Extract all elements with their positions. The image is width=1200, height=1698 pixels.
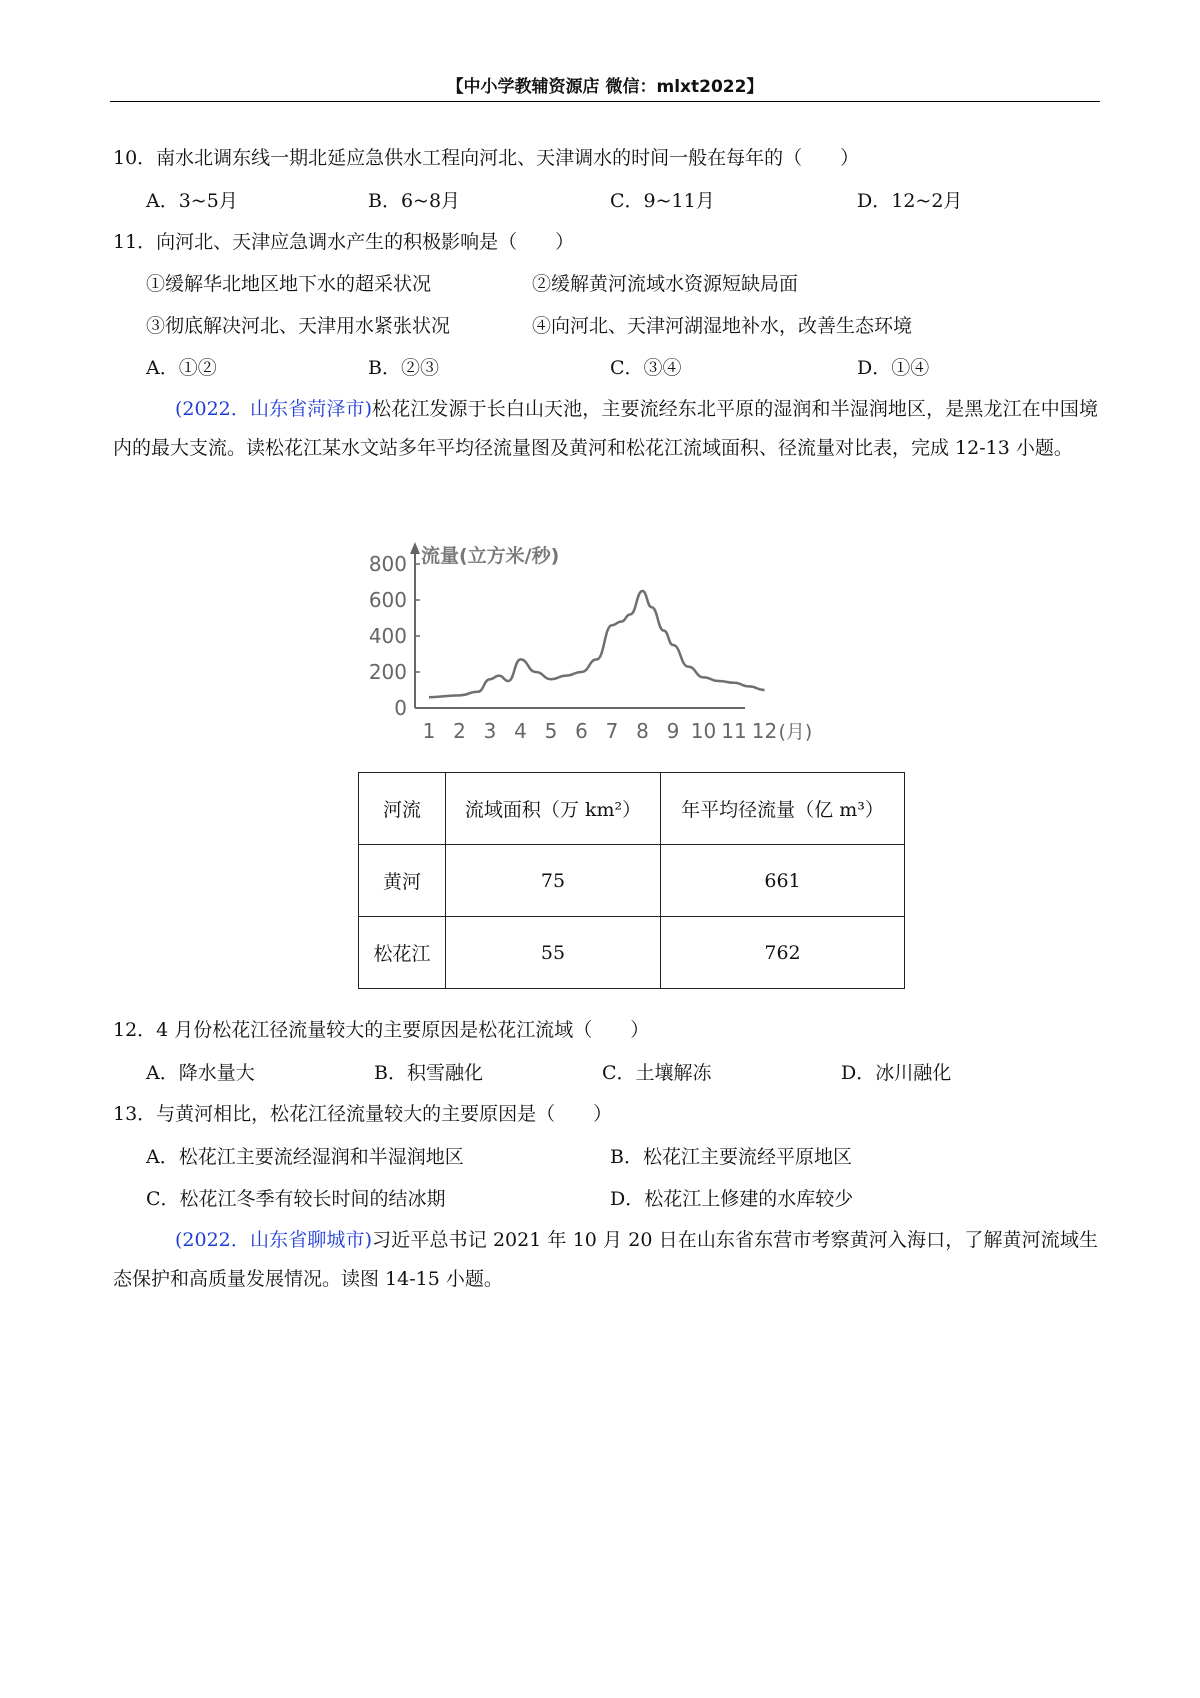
x-tick-label: 7 [605, 719, 619, 743]
passage-12-13-source: (2022．山东省菏泽市) [175, 398, 373, 420]
question-11-item-3: ③彻底解决河北、天津用水紧张状况 [146, 315, 451, 337]
passage-12-13 [113, 390, 1098, 468]
x-tick-label: 4 [514, 719, 527, 743]
question-11-option-a[interactable]: A．①② [146, 357, 217, 379]
x-tick-label: 10 [690, 719, 717, 743]
question-11-item-1: ①缓解华北地区地下水的超采状况 [146, 273, 432, 295]
passage-14-15 [113, 1221, 1098, 1299]
comparison-table [358, 772, 905, 989]
question-11-option-b[interactable]: B．②③ [368, 357, 439, 379]
y-tick-label: 400 [368, 624, 407, 648]
x-tick-label: 12 [751, 719, 778, 743]
question-11-item-2: ②缓解黄河流域水资源短缺局面 [532, 273, 799, 295]
x-tick-label: 1 [422, 719, 436, 743]
question-13-option-b[interactable]: B．松花江主要流经平原地区 [610, 1146, 852, 1168]
y-axis-label: 流量(立方米/秒) [421, 545, 560, 567]
page-header: 【中小学教辅资源店 微信：mlxt2022】 [446, 77, 764, 97]
question-11-option-c[interactable]: C．③④ [610, 357, 682, 379]
x-tick-label: 5 [544, 719, 558, 743]
question-10-option-d[interactable]: D．12~2月 [857, 190, 963, 212]
question-12-option-d[interactable]: D．冰川融化 [841, 1062, 952, 1084]
y-tick-label: 600 [368, 588, 407, 612]
table-cell: 黄河 [359, 845, 446, 917]
y-axis-arrow [410, 542, 420, 554]
question-11-stem: 11．向河北、天津应急调水产生的积极影响是（ ） [113, 231, 575, 253]
table-header-row [359, 773, 905, 845]
question-12-option-c[interactable]: C．土壤解冻 [602, 1062, 712, 1084]
header-divider [110, 101, 1100, 102]
y-tick-label: 800 [368, 552, 407, 576]
y-tick-label: 0 [394, 696, 407, 720]
question-12-stem: 12．4 月份松花江径流量较大的主要原因是松花江流域（ ） [113, 1019, 650, 1041]
x-tick-label: 3 [483, 719, 497, 743]
table-cell: 75 [446, 845, 661, 917]
x-tick-label: 9 [666, 719, 680, 743]
passage-12-13-text: 松花江发源于长白山天池，主要流经东北平原的湿润和半湿润地区，是黑龙江在中国境内的最大支流。读松花江某水文站多年平均径流量图及黄河和松花江流域面积、径流量对比表，完成 12-13 小题。 [113, 398, 1098, 459]
passage-14-15-text: 习近平总书记 2021 年 10 月 20 日在山东省东营市考察黄河入海口，了解黄河流域生态保护和高质量发展情况。读图 14-15 小题。 [113, 1229, 1098, 1290]
question-13-option-d[interactable]: D．松花江上修建的水库较少 [610, 1188, 854, 1210]
table-cell: 762 [661, 917, 905, 989]
question-12-option-a[interactable]: A．降水量大 [146, 1062, 255, 1084]
passage-14-15-source: (2022．山东省聊城市) [175, 1229, 373, 1251]
x-tick-label: 2 [453, 719, 466, 743]
runoff-series-line [429, 591, 765, 697]
question-11-option-d[interactable]: D．①④ [857, 357, 930, 379]
question-10-option-b[interactable]: B．6~8月 [368, 190, 461, 212]
x-tick-label: 11 [721, 719, 747, 743]
runoff-line-chart [355, 532, 845, 747]
x-axis-label: (月) [778, 721, 813, 743]
table-header-cell: 河流 [359, 773, 446, 845]
table-cell: 661 [661, 845, 905, 917]
question-11-item-4: ④向河北、天津河湖湿地补水，改善生态环境 [532, 315, 913, 337]
y-tick-label: 200 [368, 660, 407, 684]
x-tick-label: 8 [636, 719, 649, 743]
table-header-cell: 年平均径流量（亿 m³） [661, 773, 905, 845]
question-10-stem: 10．南水北调东线一期北延应急供水工程向河北、天津调水的时间一般在每年的（ ） [113, 147, 860, 169]
x-tick-label: 6 [575, 719, 588, 743]
table-row [359, 845, 905, 917]
question-12-option-b[interactable]: B．积雪融化 [374, 1062, 483, 1084]
question-13-stem: 13．与黄河相比，松花江径流量较大的主要原因是（ ） [113, 1103, 613, 1125]
question-13-option-a[interactable]: A．松花江主要流经湿润和半湿润地区 [146, 1146, 464, 1168]
table-row [359, 917, 905, 989]
question-10-option-a[interactable]: A．3~5月 [146, 190, 238, 212]
table-cell: 55 [446, 917, 661, 989]
table-cell: 松花江 [359, 917, 446, 989]
table-header-cell: 流域面积（万 km²） [446, 773, 661, 845]
question-10-option-c[interactable]: C．9~11月 [610, 190, 715, 212]
question-13-option-c[interactable]: C．松花江冬季有较长时间的结冰期 [146, 1188, 446, 1210]
